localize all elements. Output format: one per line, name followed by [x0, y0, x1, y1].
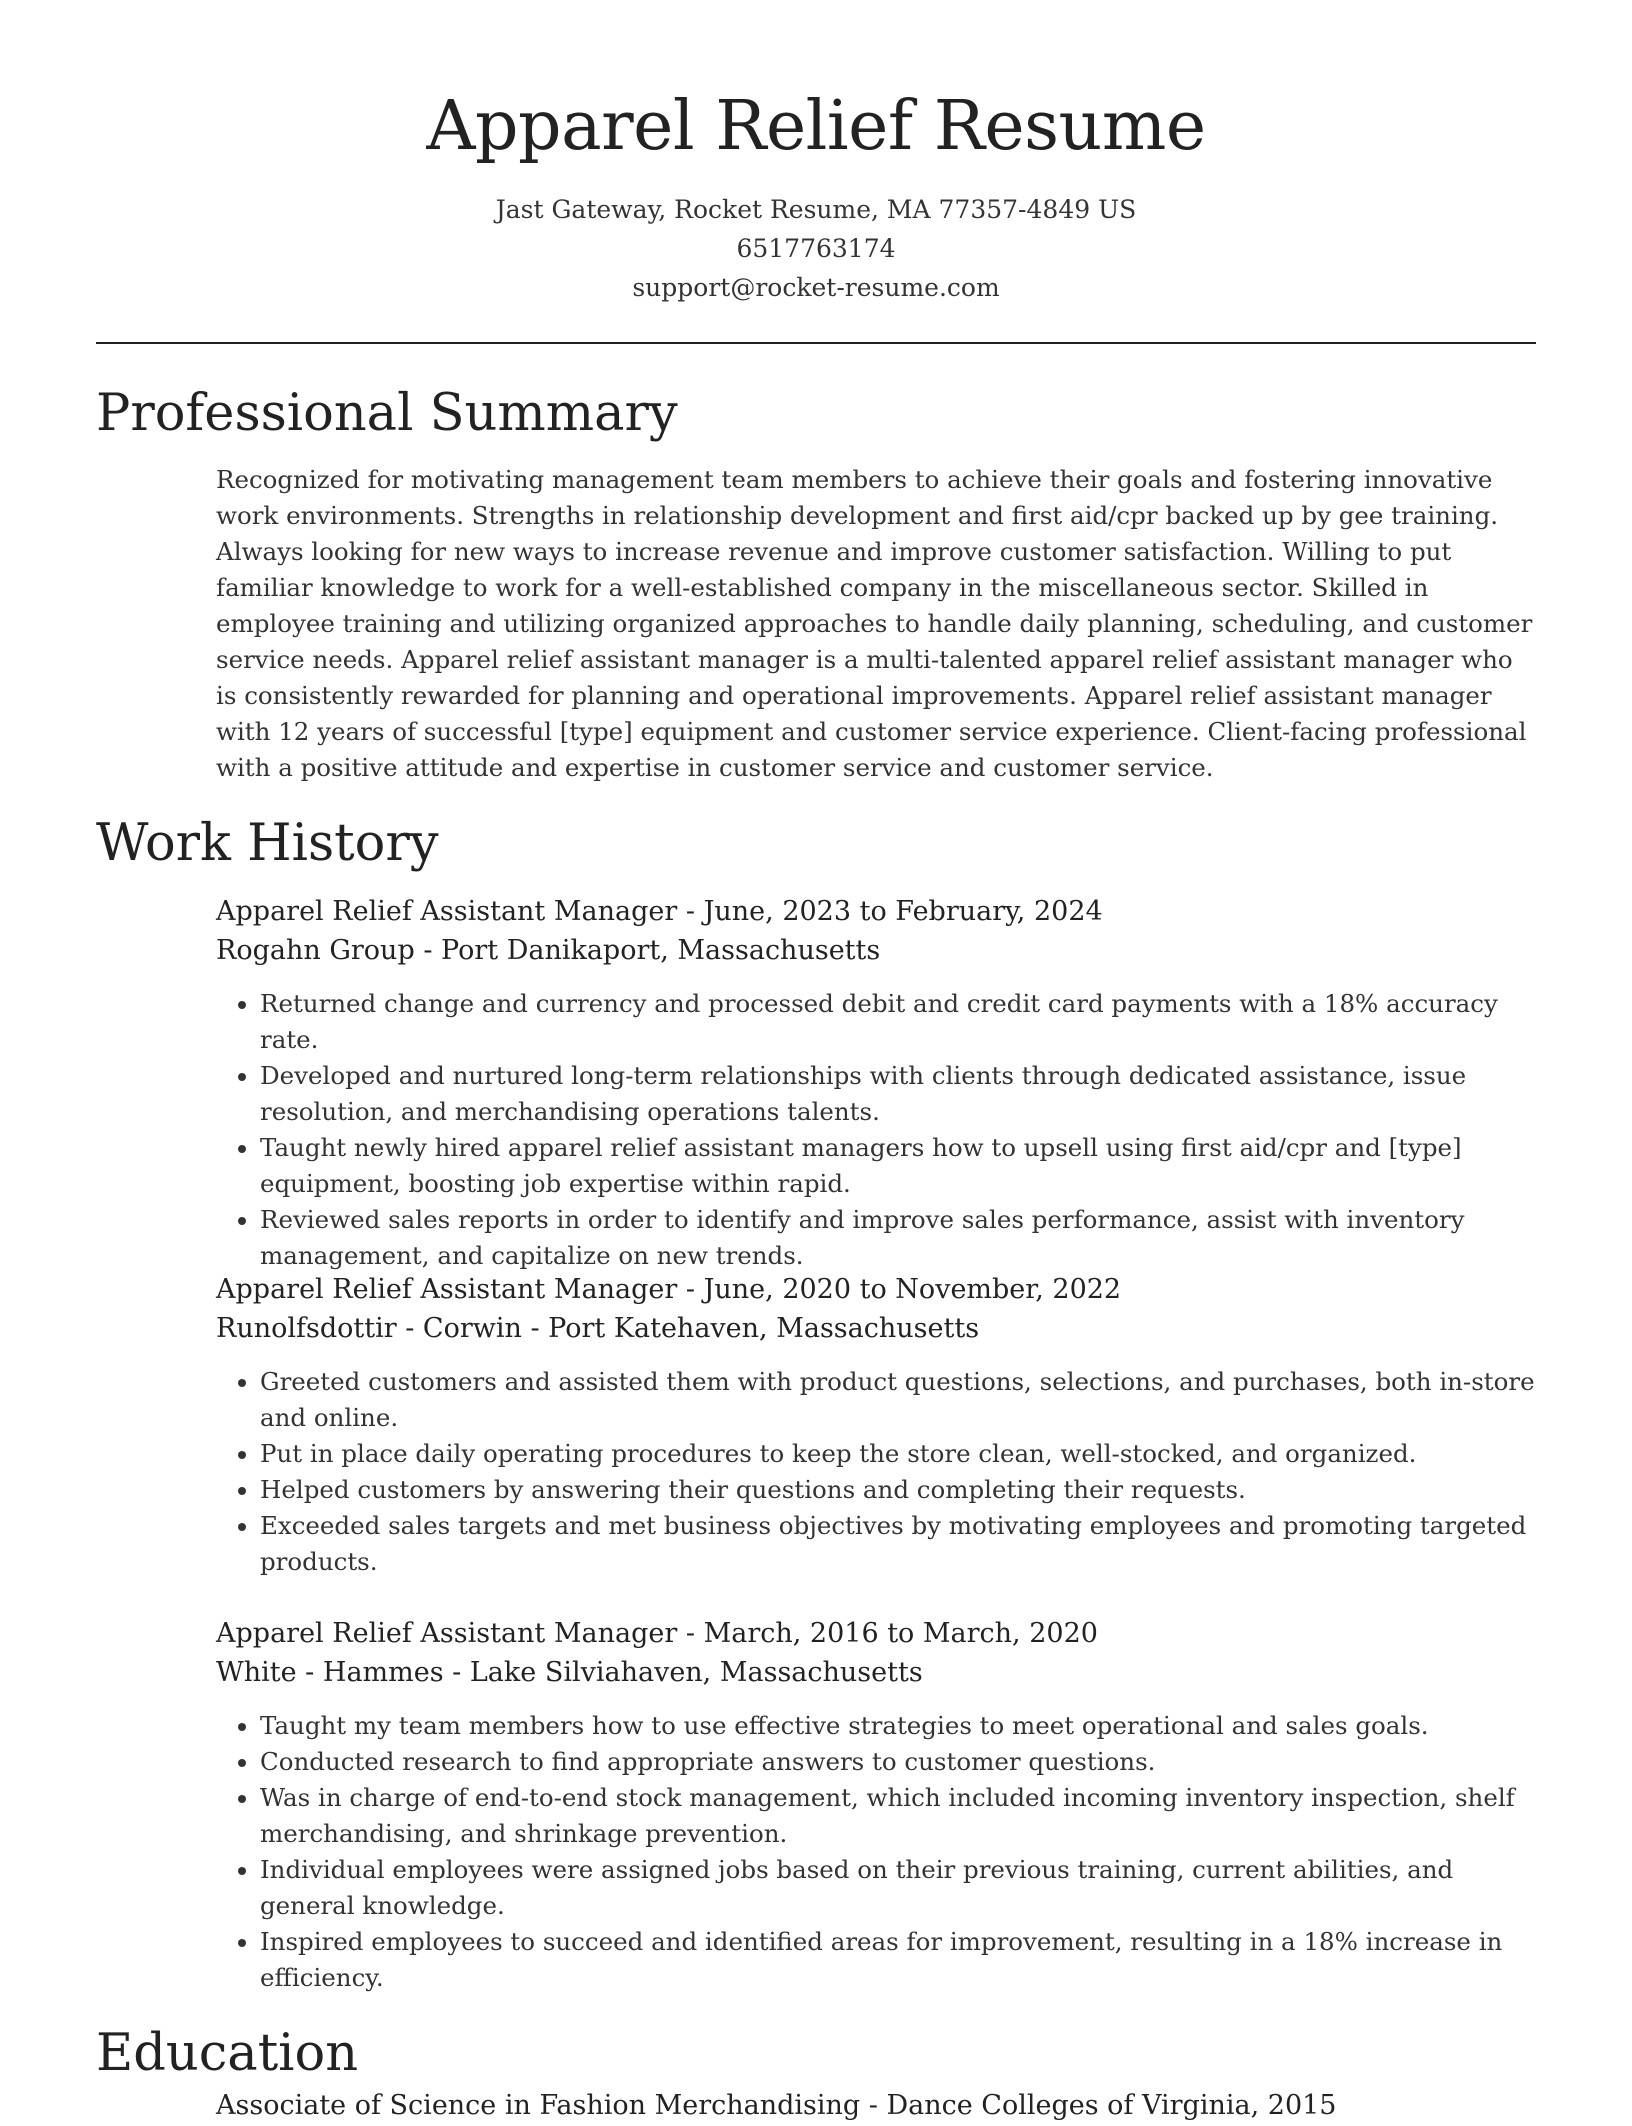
- job-role: Apparel Relief Assistant Manager: [216, 896, 678, 927]
- list-item: • Exceeded sales targets and met business objectives by motivating employees and promoting targeted products.: [260, 1508, 1536, 1580]
- resume-title: Apparel Relief Resume: [426, 87, 1206, 166]
- job-company: Rogahn Group: [216, 935, 415, 966]
- job-title-line: Apparel Relief Assistant Manager - March, 2016 to March, 2020: [216, 1618, 1098, 1649]
- job-title-line: Apparel Relief Assistant Manager - June, 2023 to February, 2024: [216, 896, 1103, 927]
- list-item: • Developed and nurtured long-term relationships with clients through dedicated assistance, issue resolution, and merchandising operations talents.: [260, 1058, 1536, 1130]
- list-item: • Individual employees were assigned jobs based on their previous training, current abilities, and general knowledge.: [260, 1852, 1536, 1924]
- job-bullets: [216, 986, 1536, 1274]
- job-dates: June, 2020 to November, 2022: [703, 1274, 1122, 1305]
- job-role: Apparel Relief Assistant Manager: [216, 1274, 678, 1305]
- job-entry: [216, 1270, 1536, 1580]
- job-entry: [216, 1614, 1536, 1996]
- resume-header: [0, 0, 1632, 307]
- list-item: • Was in charge of end-to-end stock management, which included incoming inventory inspection, shelf merchandising, and shrinkage prevention.: [260, 1780, 1536, 1852]
- list-item: • Taught newly hired apparel relief assistant managers how to upsell using first aid/cpr and [type] equipment, boosting job expertise within rapid.: [260, 1130, 1536, 1202]
- header-divider: [96, 342, 1536, 344]
- summary-heading: Professional Summary: [96, 384, 678, 443]
- job-role: Apparel Relief Assistant Manager: [216, 1618, 678, 1649]
- summary-text: Recognized for motivating management team members to achieve their goals and fostering innovative work environments. Strengths in relationship development and first aid/cpr backed up by gee training. Always looking for new ways to increase revenue and improve customer satisfaction. Willing to put familiar knowledge to work for a well-established company in the miscellaneous sector. Skilled in employee training and utilizing organized approaches to handle daily planning, scheduling, and customer service needs. Apparel relief assistant manager is a multi-talented apparel relief assistant manager who is consistently rewarded for planning and operational improvements. Apparel relief assistant manager with 12 years of successful [type] equipment and customer service experience. Client-facing professional with a positive attitude and expertise in customer service and customer service.: [216, 465, 1533, 782]
- list-item: • Reviewed sales reports in order to identify and improve sales performance, assist with inventory management, and capitalize on new trends.: [260, 1202, 1536, 1274]
- list-item: • Taught my team members how to use effective strategies to meet operational and sales goals.: [260, 1708, 1536, 1744]
- job-company-line: Runolfsdottir - Corwin - Port Katehaven, Massachusetts: [216, 1313, 980, 1344]
- job-company: Runolfsdottir - Corwin: [216, 1313, 522, 1344]
- phone: 6517763174: [736, 234, 896, 263]
- job-company: White - Hammes: [216, 1657, 444, 1688]
- list-item: • Inspired employees to succeed and identified areas for improvement, resulting in a 18% increase in efficiency.: [260, 1924, 1536, 1996]
- job-dates: March, 2016 to March, 2020: [703, 1618, 1098, 1649]
- job-location: Port Danikaport, Massachusetts: [441, 935, 881, 966]
- list-item: • Helped customers by answering their questions and completing their requests.: [260, 1472, 1536, 1508]
- work-history-heading: Work History: [96, 814, 439, 873]
- list-item: • Conducted research to find appropriate answers to customer questions.: [260, 1744, 1536, 1780]
- contact-info: [0, 190, 1632, 307]
- job-title-line: Apparel Relief Assistant Manager - June, 2020 to November, 2022: [216, 1274, 1122, 1305]
- address: Jast Gateway, Rocket Resume, MA 77357-4849 US: [495, 195, 1137, 224]
- job-company-line: Rogahn Group - Port Danikaport, Massachusetts: [216, 935, 881, 966]
- list-item: • Returned change and currency and processed debit and credit card payments with a 18% accuracy rate.: [260, 986, 1536, 1058]
- list-item: • Put in place daily operating procedures to keep the store clean, well-stocked, and organized.: [260, 1436, 1536, 1472]
- job-location: Lake Silviahaven, Massachusetts: [469, 1657, 923, 1688]
- job-bullets: [216, 1364, 1536, 1580]
- email: support@rocket-resume.com: [632, 273, 1000, 302]
- education-entry: Associate of Science in Fashion Merchandising - Dance Colleges of Virginia, 2015: [216, 2090, 1337, 2121]
- job-dates: June, 2023 to February, 2024: [703, 896, 1103, 927]
- job-entry: [216, 892, 1536, 1274]
- education-heading: Education: [96, 2024, 359, 2083]
- job-company-line: White - Hammes - Lake Silviahaven, Massachusetts: [216, 1657, 923, 1688]
- job-location: Port Katehaven, Massachusetts: [548, 1313, 980, 1344]
- job-bullets: [216, 1708, 1536, 1996]
- list-item: • Greeted customers and assisted them with product questions, selections, and purchases, both in-store and online.: [260, 1364, 1536, 1436]
